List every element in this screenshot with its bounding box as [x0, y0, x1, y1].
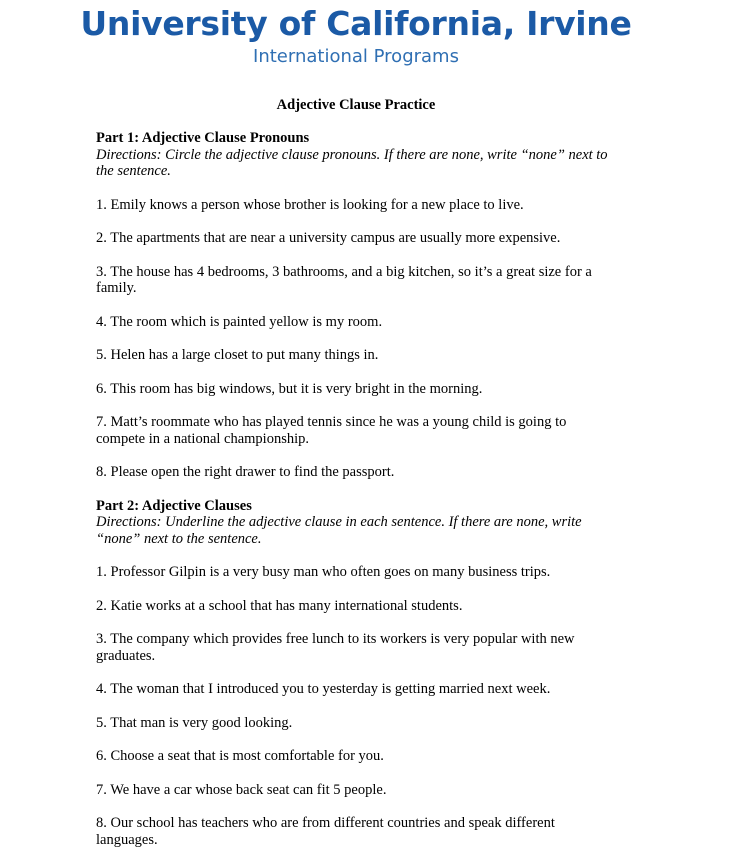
part2-item-1: 1. Professor Gilpin is a very busy man who often goes on many business trips. [96, 564, 551, 580]
part2-item-4: 4. The woman that I introduced you to yesterday is getting married next week. [96, 681, 551, 697]
part2-item-5: 5. That man is very good looking. [96, 714, 293, 731]
part1-item-8: 8. Please open the right drawer to find the passport. [96, 464, 395, 480]
department-subtitle: International Programs [253, 46, 459, 67]
part2-item-8: 8. Our school has teachers who are from different countries and speak different languages. [96, 815, 555, 848]
part1-directions: Directions: Circle the adjective clause pronouns. If there are none, write “none” next to the sentence. [96, 146, 608, 179]
part2-item-2: 2. Katie works at a school that has many international students. [96, 597, 463, 614]
part1-item-1: 1. Emily knows a person whose brother is looking for a new place to live. [96, 196, 524, 213]
part1-item-7: 7. Matt’s roommate who has played tennis since he was a young child is going to compete in a national championship. [96, 414, 567, 447]
part2-item-7: 7. We have a car whose back seat can fit 5 people. [96, 781, 387, 798]
part1-item-2: 2. The apartments that are near a university campus are usually more expensive. [96, 230, 561, 246]
document-title: Adjective Clause Practice [276, 97, 436, 113]
part1-item-3: 3. The house has 4 bedrooms, 3 bathrooms, and a big kitchen, so it’s a great size for a family. [96, 263, 592, 296]
part2-heading: Part 2: Adjective Clauses [96, 497, 252, 514]
part1-item-6: 6. This room has big windows, but it is very bright in the morning. [96, 380, 483, 397]
part2-item-6: 6. Choose a seat that is most comfortable for you. [96, 748, 384, 764]
part1-heading: Part 1: Adjective Clause Pronouns [96, 130, 310, 146]
part1-item-5: 5. Helen has a large closet to put many things in. [96, 347, 379, 363]
part1-item-4: 4. The room which is painted yellow is my room. [96, 313, 383, 330]
worksheet-body [96, 130, 616, 848]
part2-directions: Directions: Underline the adjective clause in each sentence. If there are none, write “none” next to the sentence. [96, 514, 582, 547]
university-title: University of California, Irvine [80, 4, 632, 43]
part2-item-3: 3. The company which provides free lunch to its workers is very popular with new graduates. [96, 631, 575, 664]
